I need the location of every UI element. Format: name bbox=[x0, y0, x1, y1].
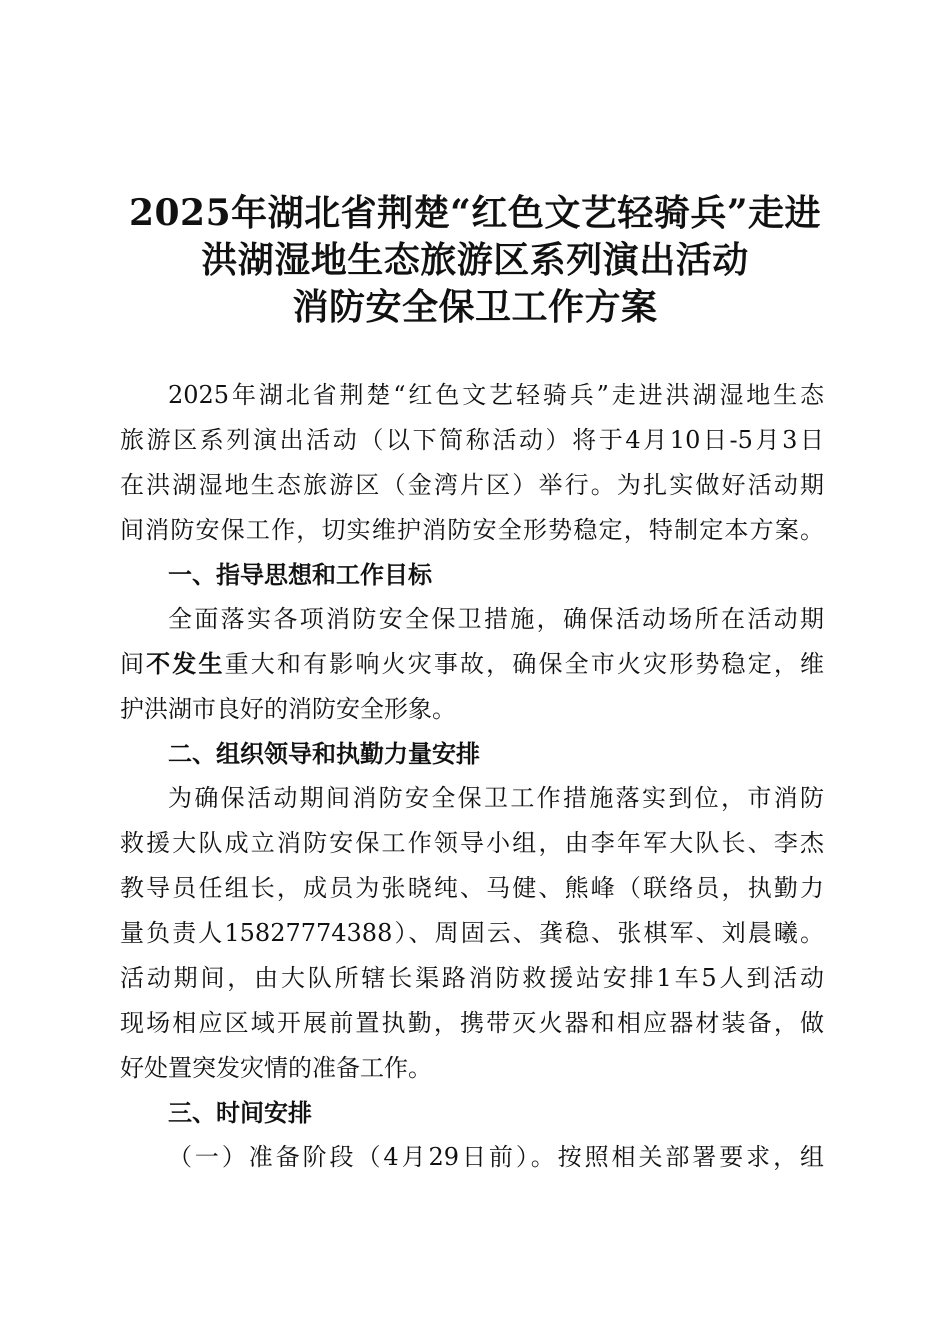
section-2-line-3: 教导员任组长，成员为张晓纯、马健、熊峰（联络员，执勤力 bbox=[120, 874, 824, 902]
intro-line-1: 2025年湖北省荆楚“红色文艺轻骑兵”走进洪湖湿地生态 bbox=[168, 381, 824, 409]
section-1-line-1: 全面落实各项消防安全保卫措施，确保活动场所在活动期 bbox=[168, 605, 824, 633]
section-1-line-3: 护洪湖市良好的消防安全形象。 bbox=[120, 695, 456, 723]
section-1-line-2-pre: 间 bbox=[120, 650, 147, 678]
section-2-line-1: 为确保活动期间消防安全保卫工作措施落实到位，市消防 bbox=[168, 784, 824, 812]
section-1-line-2-post: 重大和有影响火灾事故，确保全市火灾形势稳定，维 bbox=[224, 650, 825, 678]
section-1-heading: 一、指导思想和工作目标 bbox=[168, 561, 432, 589]
section-2-line-2: 救援大队成立消防安保工作领导小组，由李年军大队长、李杰 bbox=[120, 829, 824, 857]
section-2-line-4: 量负责人15827774388）、周固云、龚稳、张棋军、刘晨曦。 bbox=[120, 919, 824, 947]
emphasis-no-occurrence: 不发生 bbox=[146, 650, 225, 678]
section-1-line-2 bbox=[120, 647, 824, 681]
section-3-line-1: （一）准备阶段（4月29日前）。按照相关部署要求，组 bbox=[168, 1143, 824, 1171]
title-line-1: 2025年湖北省荆楚“红色文艺轻骑兵”走进 bbox=[128, 192, 822, 234]
section-2-line-7: 好处置突发灾情的准备工作。 bbox=[120, 1054, 432, 1082]
intro-line-2: 旅游区系列演出活动（以下简称活动）将于4月10日-5月3日 bbox=[120, 426, 824, 454]
section-2-line-5: 活动期间，由大队所辖长渠路消防救援站安排1车5人到活动 bbox=[120, 964, 824, 992]
section-3-heading: 三、时间安排 bbox=[168, 1099, 312, 1127]
intro-line-4: 间消防安保工作，切实维护消防安全形势稳定，特制定本方案。 bbox=[120, 516, 824, 544]
section-2-line-6: 现场相应区域开展前置执勤，携带灭火器和相应器材装备，做 bbox=[120, 1009, 824, 1037]
section-2-heading: 二、组织领导和执勤力量安排 bbox=[168, 740, 480, 768]
title-line-2: 洪湖湿地生态旅游区系列演出活动 bbox=[201, 239, 749, 281]
title-line-3: 消防安全保卫工作方案 bbox=[292, 286, 658, 328]
intro-line-3: 在洪湖湿地生态旅游区（金湾片区）举行。为扎实做好活动期 bbox=[120, 471, 824, 499]
